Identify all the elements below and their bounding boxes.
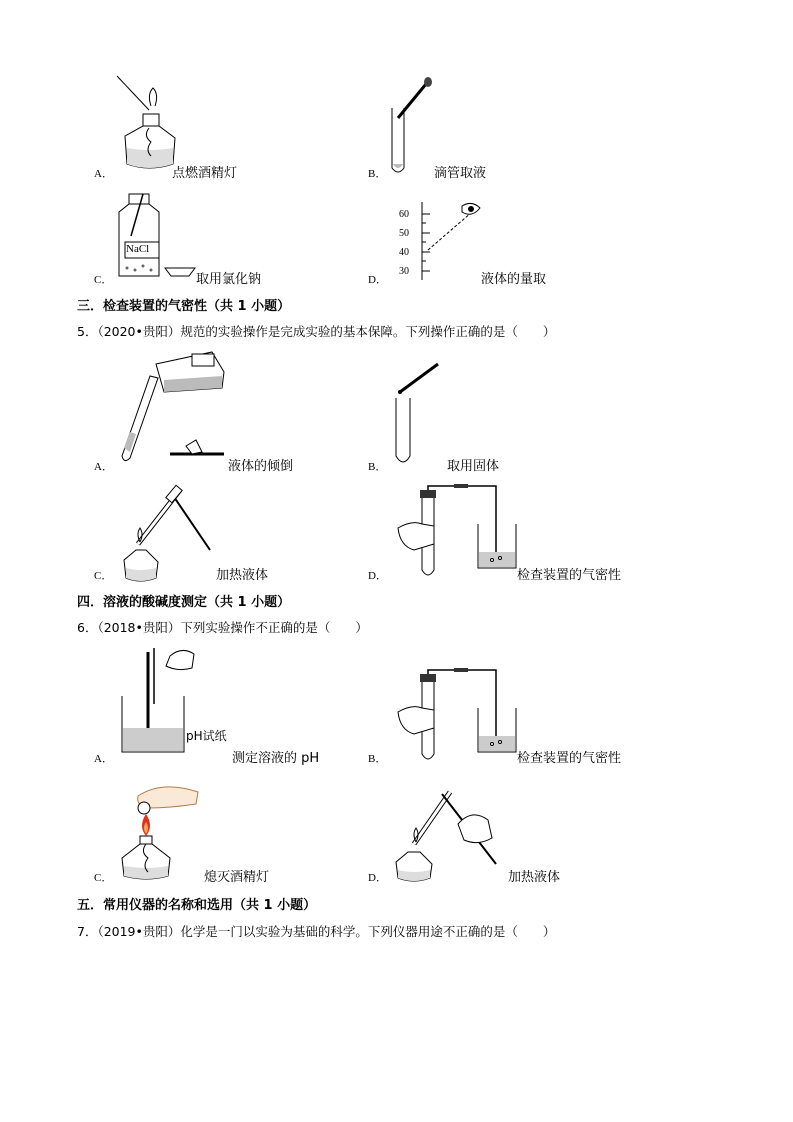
ph-paper-label: pH试纸 — [186, 729, 227, 743]
q6-option-a-letter: A． — [94, 753, 113, 765]
q5-option-b-letter: B． — [368, 461, 387, 473]
figure-nacl-bottle — [115, 192, 197, 282]
figure-airtightness-check-q6 — [392, 668, 520, 764]
figure-taking-solid — [392, 356, 452, 468]
section-4-title: 四．溶液的酸碱度测定（共 1 小题） — [77, 595, 291, 610]
figure-heating-liquid-c — [118, 484, 218, 584]
q4-option-c-caption: 取用氯化钠 — [196, 272, 262, 287]
figure-graduated-cylinder — [400, 200, 490, 282]
q5-option-d-caption: 检查装置的气密性 — [517, 568, 622, 583]
q6-option-b-letter: B． — [368, 753, 387, 765]
q6-option-c-letter: C． — [94, 872, 113, 884]
q4-option-d-caption: 液体的量取 — [481, 272, 547, 287]
tick-50: 50 — [399, 228, 409, 239]
q5-option-b-caption: 取用固体 — [447, 459, 500, 474]
figure-alcohol-lamp-lighting — [115, 76, 175, 176]
section-3-title: 三．检查装置的气密性（共 1 小题） — [77, 299, 291, 314]
q4-option-b-letter: B． — [368, 168, 387, 180]
nacl-label: NaCl — [126, 243, 150, 255]
q6-option-c-caption: 熄灭酒精灯 — [204, 870, 270, 885]
q5-stem: 5．（2020•贵阳）规范的实验操作是完成实验的基本保障。下列操作正确的是（ ） — [77, 324, 556, 339]
q6-stem: 6．（2018•贵阳）下列实验操作不正确的是（ ） — [77, 620, 368, 635]
q6-option-a-caption: 测定溶液的 pH — [232, 751, 320, 766]
q7-stem: 7．（2019•贵阳）化学是一门以实验为基础的科学。下列仪器用途不正确的是（ ） — [77, 924, 556, 939]
q5-option-a-caption: 液体的倾倒 — [228, 459, 294, 474]
figure-dropper-tube — [388, 78, 438, 178]
q4-option-b-caption: 滴管取液 — [434, 166, 487, 181]
q4-option-a-caption: 点燃酒精灯 — [172, 166, 238, 181]
q6-option-d-letter: D． — [368, 872, 387, 884]
q5-option-a-letter: A． — [94, 461, 113, 473]
figure-heating-liquid-d — [392, 784, 512, 884]
section-5-title: 五．常用仪器的名称和选用（共 1 小题） — [77, 898, 317, 913]
q5-option-c-letter: C． — [94, 570, 113, 582]
q4-option-a-letter: A． — [94, 168, 113, 180]
q6-option-b-caption: 检查装置的气密性 — [517, 751, 622, 766]
q5-option-d-letter: D． — [368, 570, 387, 582]
figure-extinguish-lamp — [118, 778, 208, 882]
figure-pouring-liquid — [116, 348, 228, 466]
q6-option-d-caption: 加热液体 — [508, 870, 561, 885]
figure-airtightness-check-q5 — [392, 484, 520, 580]
tick-60: 60 — [399, 209, 409, 220]
tick-30: 30 — [399, 266, 409, 277]
q5-option-c-caption: 加热液体 — [216, 568, 269, 583]
q4-option-c-letter: C． — [94, 274, 113, 286]
q4-option-d-letter: D． — [368, 274, 387, 286]
tick-40: 40 — [399, 247, 409, 258]
